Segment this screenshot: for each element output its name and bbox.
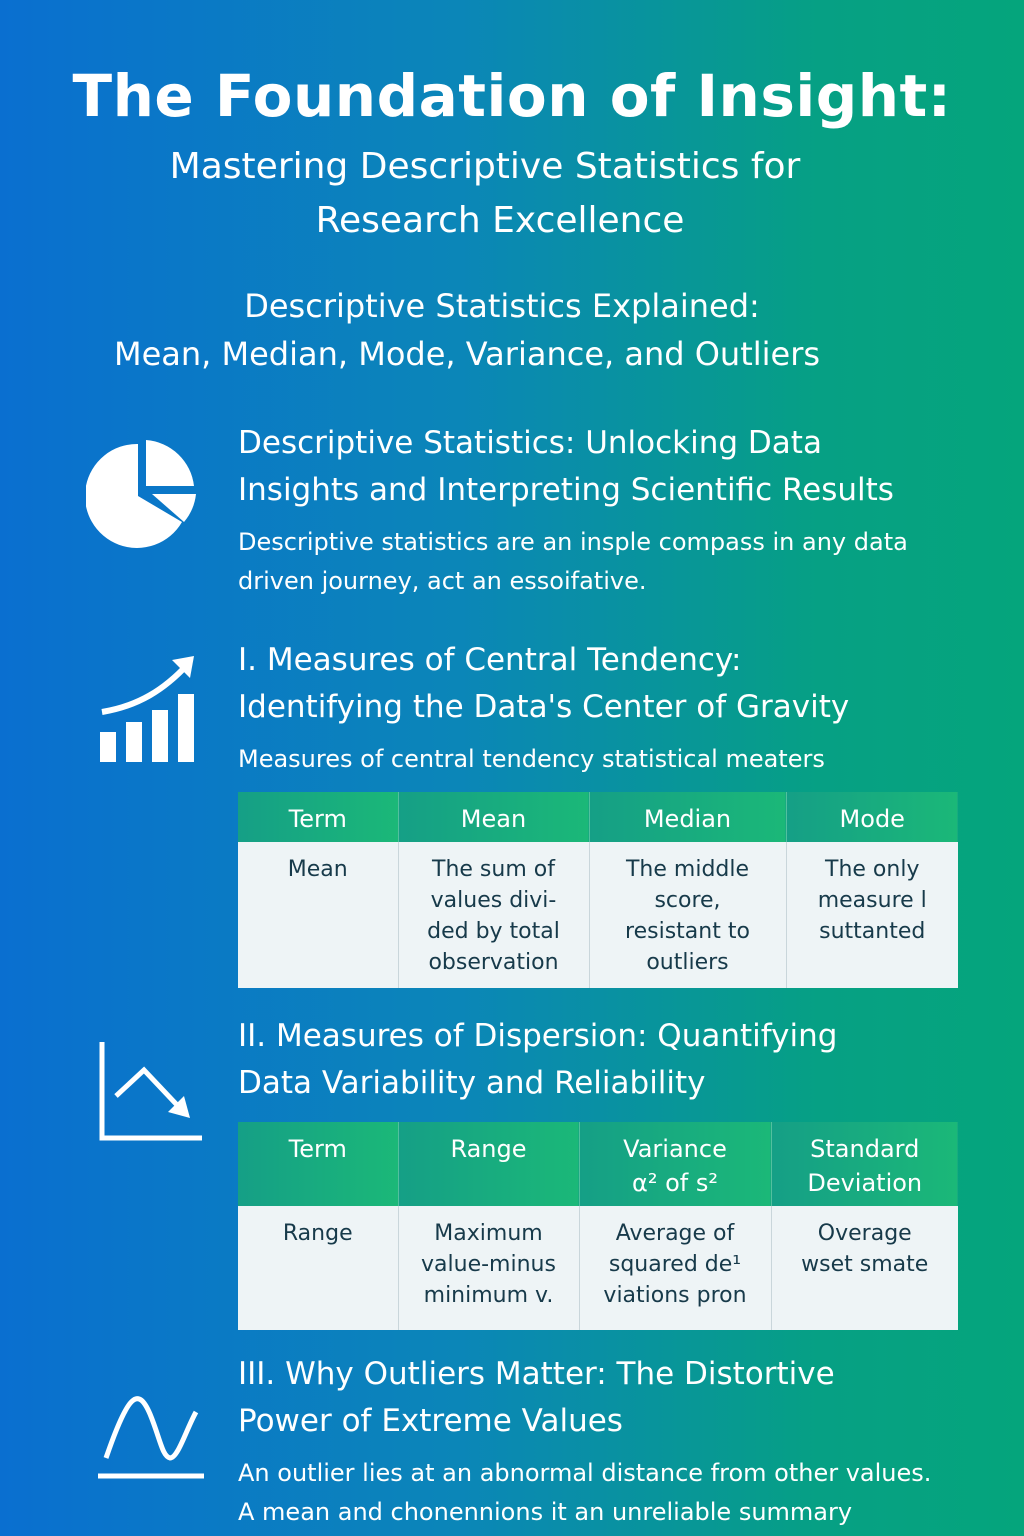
bar-chart-trend-up-icon xyxy=(98,654,198,764)
section1-title-line1: I. Measures of Central Tendency: xyxy=(238,642,742,678)
table-header-cell: Mean xyxy=(398,792,589,842)
table-cell: The middle score, resistant to outliers xyxy=(589,842,786,988)
table-row xyxy=(238,1206,958,1330)
page-subtitle-line2: Research Excellence xyxy=(315,200,685,241)
table-header-row xyxy=(238,1122,958,1206)
table-row xyxy=(238,842,958,988)
table-header-row xyxy=(238,792,958,842)
intro-text-line1: Descriptive statistics are an insple compass in any data xyxy=(238,528,908,556)
table-cell: Overage wset smate xyxy=(771,1206,958,1330)
section-heading-line1: Descriptive Statistics Explained: xyxy=(244,287,760,325)
table-cell: Average of squared de¹ viations pron xyxy=(579,1206,771,1330)
intro-title xyxy=(238,420,998,514)
page-title: The Foundation of Insight: xyxy=(72,62,952,130)
section-heading-line2: Mean, Median, Mode, Variance, and Outliers xyxy=(113,335,821,373)
table-cell: Maximum value-minus minimum v. xyxy=(398,1206,579,1330)
section1-text: Measures of central tendency statistical meaters xyxy=(238,745,825,773)
section2-title-line2: Data Variability and Reliability xyxy=(238,1065,706,1101)
table-cell: The sum of values divi- ded by total observation xyxy=(398,842,589,988)
section2-title-line1: II. Measures of Dispersion: Quantifying xyxy=(238,1018,838,1054)
line-chart-trend-down-icon xyxy=(98,1040,204,1142)
section3-text xyxy=(238,1454,1018,1532)
page-subtitle-line1: Mastering Descriptive Statistics for xyxy=(169,146,801,187)
section3-text-line1: An outlier lies at an abnormal distance from other values. xyxy=(238,1459,932,1487)
dispersion-table xyxy=(238,1122,958,1330)
section3-title-line2: Power of Extreme Values xyxy=(238,1403,623,1439)
table-cell: The only measure l suttanted xyxy=(786,842,958,988)
section3-title xyxy=(238,1351,998,1445)
table-cell: Mean xyxy=(238,842,398,988)
table-header-cell: Median xyxy=(589,792,786,842)
table-header-cell: Standard Deviation xyxy=(771,1122,958,1206)
intro-title-line2: Insights and Interpreting Scientific Results xyxy=(238,472,894,508)
table-cell: Range xyxy=(238,1206,398,1330)
table-header-cell: Term xyxy=(238,1122,398,1206)
intro-text xyxy=(238,523,998,601)
section3-title-line1: III. Why Outliers Matter: The Distortive xyxy=(238,1356,835,1392)
table-header-cell: Variance α² of s² xyxy=(579,1122,771,1206)
pie-chart-icon xyxy=(86,440,198,552)
central-tendency-table xyxy=(238,792,958,988)
table-header-cell: Mode xyxy=(786,792,958,842)
section3-text-line2: A mean and chonennions it an unreliable summary xyxy=(238,1498,853,1526)
section1-title xyxy=(238,637,998,731)
intro-text-line2: driven journey, act an essoifative. xyxy=(238,567,647,595)
table-header-cell: Term xyxy=(238,792,398,842)
section2-title xyxy=(238,1013,998,1107)
outlier-peak-icon xyxy=(98,1386,206,1482)
section1-title-line2: Identifying the Data's Center of Gravity xyxy=(238,689,850,725)
table-header-cell: Range xyxy=(398,1122,579,1206)
intro-title-line1: Descriptive Statistics: Unlocking Data xyxy=(238,425,822,461)
